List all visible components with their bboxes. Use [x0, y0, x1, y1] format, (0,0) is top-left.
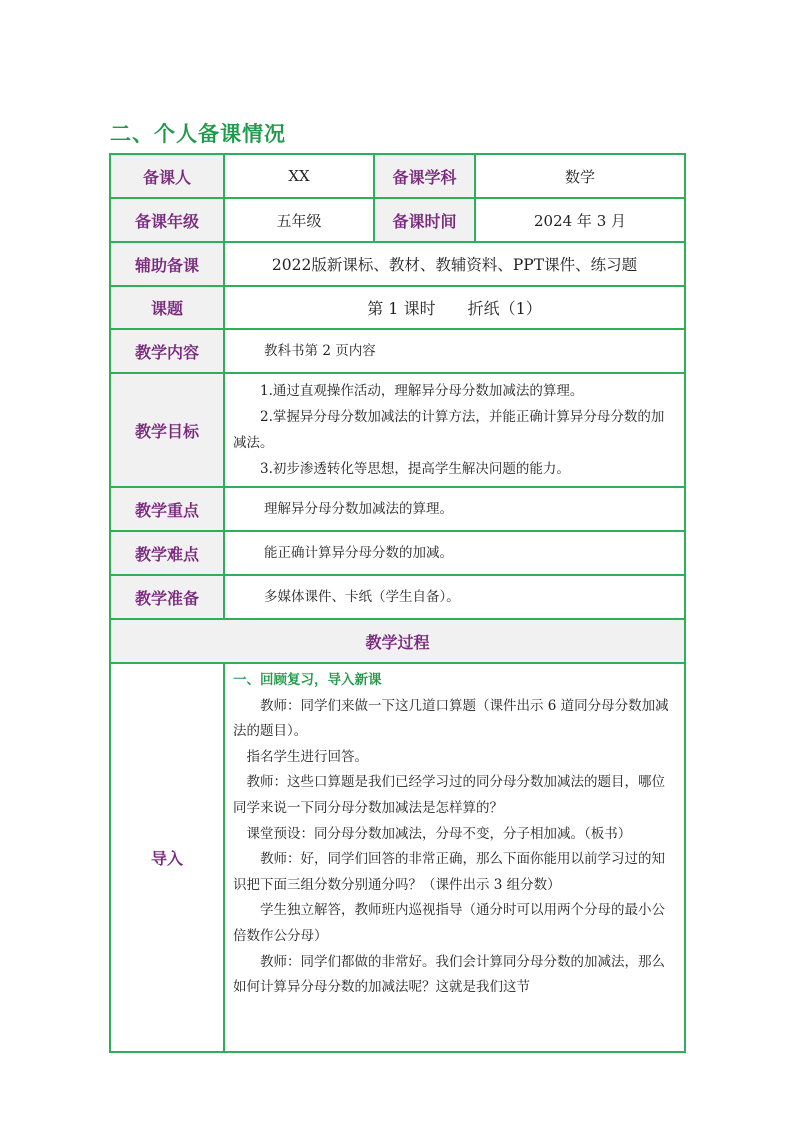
row-key [110, 487, 685, 531]
row-difficulty [110, 531, 685, 575]
content-label: 教学内容 [110, 329, 224, 373]
intro-paragraph: 课堂预设：同分母分数加减法，分母不变，分子相加减。（板书） [246, 825, 632, 842]
section-title: 二、个人备课情况 [110, 122, 286, 146]
preparer-label: 备课人 [110, 154, 224, 198]
goals-label: 教学目标 [110, 373, 224, 487]
intro-paragraph: 教师：同学们都做的非常好。我们会计算同分母分数的加减法，那么如何计算异分母分数的加减法呢？这就是我们这节 [233, 953, 665, 996]
key-label: 教学重点 [110, 487, 224, 531]
row-topic [110, 286, 685, 329]
goals-cell [224, 373, 685, 487]
key-cell [224, 487, 685, 531]
content-value: 教科书第 2 页内容 [264, 343, 376, 359]
intro-paragraph: 教师：这些口算题是我们已经学习过的同分母分数加减法的题目，哪位同学来说一下同分母分数加减法是怎样算的？ [233, 774, 665, 816]
lesson-plan-table [109, 153, 686, 1053]
time-label: 备课时间 [374, 198, 475, 242]
intro-paragraph: 学生独立解答，教师班内巡视指导（通分时可以用两个分母的最小公倍数作公分母） [233, 902, 665, 944]
stage-label: 导入 [110, 663, 224, 1052]
row-goals [110, 373, 685, 487]
subject-value: 数学 [475, 154, 685, 198]
subject-label: 备课学科 [374, 154, 475, 198]
intro-cell [224, 663, 685, 1052]
row-prep [110, 575, 685, 619]
aux-label: 辅助备课 [110, 242, 224, 286]
difficulty-label: 教学难点 [110, 531, 224, 575]
content-cell [224, 329, 685, 373]
row-grade [110, 198, 685, 242]
goal-item: 1.通过直观操作活动，理解异分母分数加减法的算理。 [260, 383, 584, 399]
topic-label: 课题 [110, 286, 224, 329]
prep-label: 教学准备 [110, 575, 224, 619]
row-aux [110, 242, 685, 286]
goal-item: 2.掌握异分母分数加减法的计算方法，并能正确计算异分母分数的加减法。 [233, 409, 665, 451]
time-value: 2024 年 3 月 [475, 198, 685, 242]
difficulty-value: 能正确计算异分母分数的加减。 [264, 545, 454, 561]
intro-sub-heading: 一、回顾复习，导入新课 [233, 672, 382, 688]
topic-value: 第 1 课时 折纸（1） [224, 286, 685, 329]
difficulty-cell [224, 531, 685, 575]
aux-value: 2022版新课标、教材、教辅资料、PPT课件、练习题 [224, 242, 685, 286]
row-content [110, 329, 685, 373]
preparer-value: XX [224, 154, 374, 198]
intro-paragraph: 教师：好，同学们回答的非常正确，那么下面你能用以前学习过的知识把下面三组分数分别通分吗？（课件出示 3 组分数） [233, 851, 665, 893]
goal-item: 3.初步渗透转化等思想，提高学生解决问题的能力。 [260, 461, 570, 477]
prep-value: 多媒体课件、卡纸（学生自备）。 [264, 589, 460, 605]
row-preparer [110, 154, 685, 198]
intro-paragraph: 教师：同学们来做一下这几道口算题（课件出示 6 道同分母分数加减法的题目）。 [233, 697, 669, 740]
grade-value: 五年级 [224, 198, 374, 242]
intro-paragraph: 指名学生进行回答。 [246, 748, 368, 765]
row-intro [110, 663, 685, 1052]
grade-label: 备课年级 [110, 198, 224, 242]
prep-cell [224, 575, 685, 619]
key-value: 理解异分母分数加减法的算理。 [264, 501, 454, 517]
intro-body [225, 664, 684, 1051]
process-header: 教学过程 [110, 619, 685, 663]
row-process-header [110, 619, 685, 663]
